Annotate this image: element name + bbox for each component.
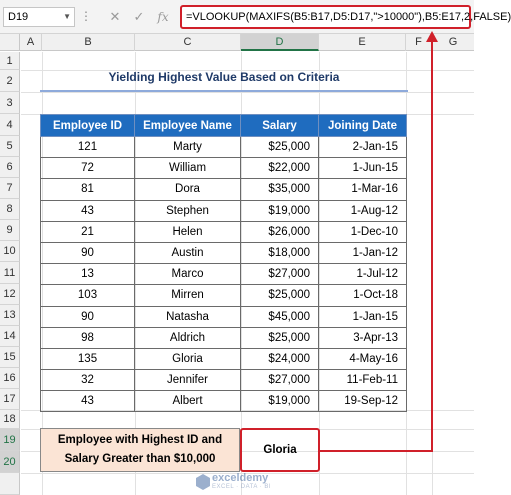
employee-table — [40, 114, 407, 412]
cell-employee-id[interactable]: 103 — [41, 285, 135, 306]
arrow-up-icon — [426, 31, 438, 42]
cell-joining-date[interactable]: 11-Feb-11 — [319, 370, 407, 391]
cell-joining-date[interactable]: 2-Jan-15 — [319, 137, 407, 158]
header-employee-id[interactable]: Employee ID — [41, 115, 135, 137]
cell-employee-id[interactable]: 21 — [41, 221, 135, 242]
cell-salary[interactable]: $22,000 — [241, 158, 319, 179]
table-row — [41, 327, 407, 348]
cell-employee-id[interactable]: 32 — [41, 370, 135, 391]
cell-employee-id[interactable]: 121 — [41, 137, 135, 158]
formula-bar — [0, 0, 511, 34]
row-header[interactable]: 6 — [0, 157, 20, 178]
row-header[interactable]: 7 — [0, 178, 20, 199]
watermark-name: exceldemy — [212, 472, 269, 484]
cell-joining-date[interactable]: 1-Jun-15 — [319, 158, 407, 179]
cell-employee-id[interactable]: 81 — [41, 179, 135, 200]
cell-employee-id[interactable]: 72 — [41, 158, 135, 179]
cell-employee-name[interactable]: Marty — [135, 137, 241, 158]
cell-employee-name[interactable]: Jennifer — [135, 370, 241, 391]
table-row — [41, 370, 407, 391]
cell-employee-name[interactable]: Dora — [135, 179, 241, 200]
result-cell[interactable]: Gloria — [240, 428, 320, 472]
cell-employee-name[interactable]: Austin — [135, 242, 241, 263]
result-label-line2: Salary Greater than $10,000 — [64, 453, 216, 465]
row-header[interactable] — [0, 473, 20, 495]
cell-salary[interactable]: $26,000 — [241, 221, 319, 242]
more-options-icon[interactable]: ⋮ — [80, 9, 91, 23]
cell-salary[interactable]: $25,000 — [241, 327, 319, 348]
cell-employee-id[interactable]: 135 — [41, 348, 135, 369]
select-all-corner[interactable] — [0, 34, 20, 51]
column-header-a[interactable]: A — [20, 34, 42, 51]
insert-function-icon[interactable]: fx — [157, 10, 169, 24]
cell-salary[interactable]: $35,000 — [241, 179, 319, 200]
cell-salary[interactable]: $19,000 — [241, 391, 319, 412]
cell-employee-name[interactable]: William — [135, 158, 241, 179]
cell-joining-date[interactable]: 1-Jan-15 — [319, 306, 407, 327]
cell-salary[interactable]: $18,000 — [241, 242, 319, 263]
cell-salary[interactable]: $27,000 — [241, 264, 319, 285]
cell-joining-date[interactable]: 3-Apr-13 — [319, 327, 407, 348]
annotation-arrow-line — [431, 40, 433, 451]
table-row — [41, 285, 407, 306]
cell-joining-date[interactable]: 4-May-16 — [319, 348, 407, 369]
row-header[interactable]: 20 — [0, 451, 20, 473]
column-header-f[interactable]: F — [406, 34, 432, 51]
row-header[interactable]: 12 — [0, 284, 20, 305]
row-header[interactable]: 10 — [0, 241, 20, 262]
column-header-b[interactable]: B — [42, 34, 135, 51]
cell-employee-id[interactable]: 98 — [41, 327, 135, 348]
cell-employee-id[interactable]: 43 — [41, 200, 135, 221]
row-header[interactable]: 8 — [0, 199, 20, 220]
enter-icon[interactable]: ✓ — [133, 9, 145, 24]
formula-input[interactable]: =VLOOKUP(MAXIFS(B5:B17,D5:D17,">10000"),B5:E17,2,FALSE) — [180, 5, 471, 29]
table-row — [41, 179, 407, 200]
sheet-title: Yielding Highest Value Based on Criteria — [108, 70, 340, 84]
cell-joining-date[interactable]: 1-Oct-18 — [319, 285, 407, 306]
gridline — [21, 92, 474, 93]
cell-salary[interactable]: $25,000 — [241, 285, 319, 306]
column-header-e[interactable]: E — [319, 34, 406, 51]
cell-joining-date[interactable]: 1-Dec-10 — [319, 221, 407, 242]
cell-employee-name[interactable]: Albert — [135, 391, 241, 412]
row-header[interactable]: 13 — [0, 305, 20, 326]
cancel-icon[interactable]: ✕ — [109, 9, 121, 24]
table-row — [41, 264, 407, 285]
watermark — [196, 472, 286, 494]
row-header[interactable]: 5 — [0, 136, 20, 157]
cell-employee-name[interactable]: Mirren — [135, 285, 241, 306]
cell-salary[interactable]: $45,000 — [241, 306, 319, 327]
row-header[interactable]: 4 — [0, 114, 20, 136]
cell-salary[interactable]: $19,000 — [241, 200, 319, 221]
name-box[interactable] — [3, 7, 75, 27]
row-header[interactable]: 19 — [0, 429, 20, 451]
cell-joining-date[interactable]: 1-Mar-16 — [319, 179, 407, 200]
header-salary[interactable]: Salary — [241, 115, 319, 137]
title-underline — [40, 90, 408, 92]
result-label[interactable] — [40, 428, 240, 472]
cell-employee-id[interactable]: 13 — [41, 264, 135, 285]
table-row — [41, 242, 407, 263]
cell-employee-id[interactable]: 90 — [41, 306, 135, 327]
cell-joining-date[interactable]: 1-Aug-12 — [319, 200, 407, 221]
table-body — [41, 137, 407, 412]
cell-employee-name[interactable]: Stephen — [135, 200, 241, 221]
row-header[interactable]: 11 — [0, 262, 20, 284]
table-row — [41, 221, 407, 242]
row-header[interactable]: 14 — [0, 326, 20, 347]
row-header[interactable]: 9 — [0, 220, 20, 241]
watermark-logo-icon — [196, 474, 210, 490]
annotation-arrow-line — [320, 450, 433, 452]
header-employee-name[interactable]: Employee Name — [135, 115, 241, 137]
watermark-subtitle: EXCEL · DATA · BI — [212, 484, 272, 490]
row-header[interactable]: 1 — [0, 52, 20, 70]
table-row — [41, 200, 407, 221]
name-box-value: D19 — [8, 11, 29, 23]
cell-joining-date[interactable]: 1-Jan-12 — [319, 242, 407, 263]
row-header[interactable]: 18 — [0, 410, 20, 429]
cell-employee-name[interactable]: Helen — [135, 221, 241, 242]
row-header[interactable]: 17 — [0, 389, 20, 410]
table-row — [41, 348, 407, 369]
table-row — [41, 391, 407, 412]
row-header[interactable]: 3 — [0, 92, 20, 114]
row-header[interactable]: 15 — [0, 347, 20, 368]
cell-salary[interactable]: $27,000 — [241, 370, 319, 391]
table-row — [41, 137, 407, 158]
cell-joining-date[interactable]: 19-Sep-12 — [319, 391, 407, 412]
column-header-c[interactable]: C — [135, 34, 241, 51]
cell-salary[interactable]: $24,000 — [241, 348, 319, 369]
cell-employee-name[interactable]: Aldrich — [135, 327, 241, 348]
cell-salary[interactable]: $25,000 — [241, 137, 319, 158]
row-header[interactable]: 16 — [0, 368, 20, 389]
column-header-d[interactable]: D — [241, 34, 319, 51]
cell-employee-name[interactable]: Marco — [135, 264, 241, 285]
column-header-g[interactable]: G — [448, 36, 458, 48]
row-header[interactable]: 2 — [0, 70, 20, 92]
header-joining-date[interactable]: Joining Date — [319, 115, 407, 137]
table-row — [41, 158, 407, 179]
cell-employee-id[interactable]: 43 — [41, 391, 135, 412]
column-headers — [0, 34, 474, 51]
cell-employee-name[interactable]: Natasha — [135, 306, 241, 327]
cell-joining-date[interactable]: 1-Jul-12 — [319, 264, 407, 285]
cell-employee-id[interactable]: 90 — [41, 242, 135, 263]
table-header-row — [41, 115, 407, 137]
chevron-down-icon[interactable]: ▼ — [63, 12, 71, 21]
result-label-line1: Employee with Highest ID and — [57, 434, 223, 446]
cell-employee-name[interactable]: Gloria — [135, 348, 241, 369]
table-row — [41, 306, 407, 327]
